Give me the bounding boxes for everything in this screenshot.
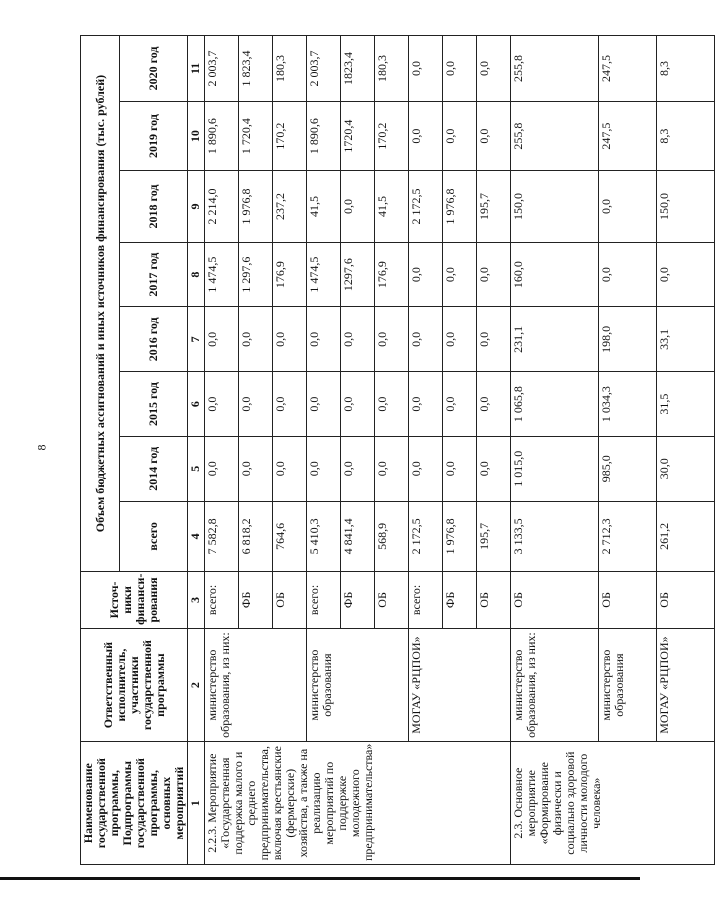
source-cell: ОБ bbox=[511, 572, 599, 629]
year-value-cell: 1 065,8 bbox=[511, 372, 599, 437]
column-number: 5 bbox=[188, 436, 205, 501]
year-value-cell: 150,0 bbox=[511, 171, 599, 243]
total-value-cell: 7 582,8 bbox=[205, 501, 239, 571]
year-value-cell: 1 720,4 bbox=[239, 101, 273, 170]
year-value-cell: 0,0 bbox=[409, 307, 443, 372]
table-row bbox=[599, 36, 657, 865]
total-value-cell: 261,2 bbox=[657, 501, 715, 571]
executor-cell: министерство образования bbox=[599, 628, 657, 742]
year-value-cell: 2 172,5 bbox=[409, 171, 443, 243]
activity-name-cell: 2.2.3. Мероприятие «Государственная поддержка малого и среднего предпринимательства, включая крестьянские (фермерские) хозяйства, а также на реализацию мероприятий по поддержке молодежного предпринимательства» bbox=[205, 742, 511, 865]
year-value-cell: 2 003,7 bbox=[307, 36, 341, 102]
year-value-cell: 0,0 bbox=[205, 307, 239, 372]
source-cell: всего: bbox=[307, 572, 341, 629]
table-row bbox=[409, 36, 443, 865]
year-value-cell: 176,9 bbox=[273, 242, 307, 307]
year-value-cell: 0,0 bbox=[205, 436, 239, 501]
year-value-cell: 170,2 bbox=[273, 101, 307, 170]
header-year: 2019 год bbox=[120, 101, 188, 170]
financing-table bbox=[80, 35, 715, 865]
year-value-cell: 180,3 bbox=[375, 36, 409, 102]
column-number: 11 bbox=[188, 36, 205, 102]
year-value-cell: 1297,6 bbox=[341, 242, 375, 307]
year-value-cell: 0,0 bbox=[409, 372, 443, 437]
column-number: 4 bbox=[188, 501, 205, 571]
executor-cell: министерство образования, из них: bbox=[205, 628, 307, 742]
column-number: 3 bbox=[188, 572, 205, 629]
year-value-cell: 0,0 bbox=[409, 436, 443, 501]
year-value-cell: 30,0 bbox=[657, 436, 715, 501]
source-cell: ФБ bbox=[443, 572, 477, 629]
year-value-cell: 0,0 bbox=[341, 372, 375, 437]
total-value-cell: 764,6 bbox=[273, 501, 307, 571]
year-value-cell: 41,5 bbox=[307, 171, 341, 243]
year-value-cell: 0,0 bbox=[273, 436, 307, 501]
table-body bbox=[205, 36, 715, 865]
source-cell: ОБ bbox=[273, 572, 307, 629]
year-value-cell: 8,3 bbox=[657, 101, 715, 170]
year-value-cell: 0,0 bbox=[409, 242, 443, 307]
year-value-cell: 2 214,0 bbox=[205, 171, 239, 243]
year-value-cell: 195,7 bbox=[477, 171, 511, 243]
year-value-cell: 176,9 bbox=[375, 242, 409, 307]
year-value-cell: 0,0 bbox=[341, 436, 375, 501]
year-value-cell: 198,0 bbox=[599, 307, 657, 372]
executor-cell: министерство образования, из них: bbox=[511, 628, 599, 742]
year-value-cell: 1 474,5 bbox=[307, 242, 341, 307]
year-value-cell: 1 297,6 bbox=[239, 242, 273, 307]
year-value-cell: 0,0 bbox=[477, 36, 511, 102]
source-cell: ОБ bbox=[599, 572, 657, 629]
year-value-cell: 0,0 bbox=[477, 242, 511, 307]
year-value-cell: 0,0 bbox=[375, 372, 409, 437]
year-value-cell: 1823,4 bbox=[341, 36, 375, 102]
year-value-cell: 247,5 bbox=[599, 36, 657, 102]
year-value-cell: 255,8 bbox=[511, 36, 599, 102]
year-value-cell: 0,0 bbox=[477, 436, 511, 501]
year-value-cell: 1 474,5 bbox=[205, 242, 239, 307]
total-value-cell: 568,9 bbox=[375, 501, 409, 571]
rotated-table-container bbox=[80, 35, 671, 865]
year-value-cell: 0,0 bbox=[239, 436, 273, 501]
year-value-cell: 8,3 bbox=[657, 36, 715, 102]
header-year: 2018 год bbox=[120, 171, 188, 243]
year-value-cell: 1 976,8 bbox=[443, 171, 477, 243]
table-row bbox=[205, 36, 239, 865]
year-value-cell: 0,0 bbox=[443, 372, 477, 437]
year-value-cell: 1720,4 bbox=[341, 101, 375, 170]
column-number: 10 bbox=[188, 101, 205, 170]
table-row bbox=[307, 36, 341, 865]
year-value-cell: 1 976,8 bbox=[239, 171, 273, 243]
column-number-row bbox=[188, 36, 205, 865]
year-value-cell: 0,0 bbox=[307, 436, 341, 501]
table-row bbox=[657, 36, 715, 865]
year-value-cell: 0,0 bbox=[341, 171, 375, 243]
year-value-cell: 41,5 bbox=[375, 171, 409, 243]
year-value-cell: 0,0 bbox=[409, 36, 443, 102]
column-number: 7 bbox=[188, 307, 205, 372]
year-value-cell: 0,0 bbox=[409, 101, 443, 170]
header-name: Наименование государственной программы, Подпрограммы государственной программы, основных мероприятий bbox=[81, 742, 188, 865]
source-cell: всего: bbox=[205, 572, 239, 629]
year-value-cell: 0,0 bbox=[239, 372, 273, 437]
year-value-cell: 0,0 bbox=[375, 307, 409, 372]
year-value-cell: 255,8 bbox=[511, 101, 599, 170]
year-value-cell: 33,1 bbox=[657, 307, 715, 372]
year-value-cell: 0,0 bbox=[239, 307, 273, 372]
year-value-cell: 0,0 bbox=[443, 36, 477, 102]
year-value-cell: 1 890,6 bbox=[307, 101, 341, 170]
page-bottom-rule bbox=[0, 877, 640, 880]
source-cell: ОБ bbox=[657, 572, 715, 629]
total-value-cell: 2 712,3 bbox=[599, 501, 657, 571]
year-value-cell: 1 015,0 bbox=[511, 436, 599, 501]
column-number: 6 bbox=[188, 372, 205, 437]
table-row bbox=[511, 36, 599, 865]
header-year: 2020 год bbox=[120, 36, 188, 102]
header-year: 2015 год bbox=[120, 372, 188, 437]
year-value-cell: 0,0 bbox=[205, 372, 239, 437]
total-value-cell: 5 410,3 bbox=[307, 501, 341, 571]
year-value-cell: 0,0 bbox=[477, 307, 511, 372]
year-value-cell: 0,0 bbox=[599, 242, 657, 307]
year-value-cell: 0,0 bbox=[443, 101, 477, 170]
header-funding: Объем бюджетных ассигнований и иных источников финансирования (тыс. рублей) bbox=[81, 36, 120, 572]
header-year: 2014 год bbox=[120, 436, 188, 501]
column-number: 1 bbox=[188, 742, 205, 865]
year-value-cell: 0,0 bbox=[443, 436, 477, 501]
executor-cell: МОГАУ «РЦПОИ» bbox=[657, 628, 715, 742]
year-value-cell: 237,2 bbox=[273, 171, 307, 243]
column-number: 9 bbox=[188, 171, 205, 243]
year-value-cell: 170,2 bbox=[375, 101, 409, 170]
activity-name-cell: 2.3. Основное мероприятие «Формирование физически и социально здоровой личности молодого человека» bbox=[511, 742, 715, 865]
year-value-cell: 2 003,7 bbox=[205, 36, 239, 102]
year-value-cell: 31,5 bbox=[657, 372, 715, 437]
page-number: 8 bbox=[34, 444, 49, 451]
year-value-cell: 0,0 bbox=[307, 372, 341, 437]
year-value-cell: 150,0 bbox=[657, 171, 715, 243]
header-executor: Ответственный исполнитель, участники государственной программы bbox=[81, 628, 188, 742]
year-value-cell: 0,0 bbox=[341, 307, 375, 372]
header-year: 2016 год bbox=[120, 307, 188, 372]
year-value-cell: 0,0 bbox=[599, 171, 657, 243]
total-value-cell: 6 818,2 bbox=[239, 501, 273, 571]
source-cell: ФБ bbox=[341, 572, 375, 629]
year-value-cell: 0,0 bbox=[273, 307, 307, 372]
year-value-cell: 0,0 bbox=[307, 307, 341, 372]
column-number: 8 bbox=[188, 242, 205, 307]
year-value-cell: 985,0 bbox=[599, 436, 657, 501]
year-value-cell: 0,0 bbox=[273, 372, 307, 437]
year-value-cell: 1 034,3 bbox=[599, 372, 657, 437]
year-value-cell: 1 823,4 bbox=[239, 36, 273, 102]
source-cell: всего: bbox=[409, 572, 443, 629]
year-value-cell: 0,0 bbox=[477, 372, 511, 437]
total-value-cell: 3 133,5 bbox=[511, 501, 599, 571]
year-value-cell: 0,0 bbox=[443, 307, 477, 372]
source-cell: ФБ bbox=[239, 572, 273, 629]
executor-cell: МОГАУ «РЦПОИ» bbox=[409, 628, 511, 742]
source-cell: ОБ bbox=[375, 572, 409, 629]
total-value-cell: 195,7 bbox=[477, 501, 511, 571]
year-value-cell: 0,0 bbox=[443, 242, 477, 307]
header-total: всего bbox=[120, 501, 188, 571]
total-value-cell: 4 841,4 bbox=[341, 501, 375, 571]
year-value-cell: 0,0 bbox=[477, 101, 511, 170]
header-year: 2017 год bbox=[120, 242, 188, 307]
total-value-cell: 2 172,5 bbox=[409, 501, 443, 571]
year-value-cell: 247,5 bbox=[599, 101, 657, 170]
year-value-cell: 0,0 bbox=[657, 242, 715, 307]
header-source: Источ-ники финанси-рования bbox=[81, 572, 188, 629]
column-number: 2 bbox=[188, 628, 205, 742]
year-value-cell: 0,0 bbox=[375, 436, 409, 501]
executor-cell: министерство образования bbox=[307, 628, 409, 742]
year-value-cell: 160,0 bbox=[511, 242, 599, 307]
year-value-cell: 180,3 bbox=[273, 36, 307, 102]
source-cell: ОБ bbox=[477, 572, 511, 629]
year-value-cell: 231,1 bbox=[511, 307, 599, 372]
total-value-cell: 1 976,8 bbox=[443, 501, 477, 571]
year-value-cell: 1 890,6 bbox=[205, 101, 239, 170]
